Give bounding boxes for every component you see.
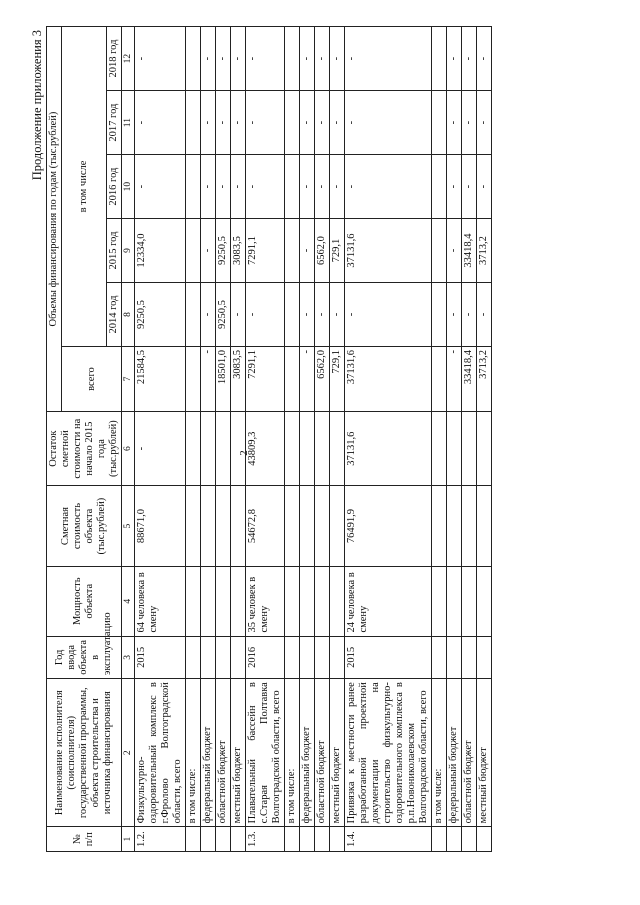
row-2018: -	[462, 27, 477, 91]
row-total: 21584,5	[135, 347, 186, 412]
row-year	[231, 636, 246, 679]
row-number: 1.4.	[345, 827, 432, 852]
row-total	[186, 347, 201, 412]
row-remainder	[186, 412, 201, 486]
table-row	[186, 27, 201, 852]
row-2018: -	[477, 27, 492, 91]
row-2014: -	[201, 283, 216, 347]
row-capacity	[285, 566, 300, 636]
row-number	[216, 827, 231, 852]
row-number	[477, 827, 492, 852]
header-year-2018: 2018 год	[107, 27, 122, 91]
row-remainder	[201, 412, 216, 486]
header-total: всего	[62, 347, 122, 412]
row-remainder	[462, 412, 477, 486]
row-number	[186, 827, 201, 852]
row-name: местный бюджет	[477, 679, 492, 827]
row-capacity	[216, 566, 231, 636]
row-2017: -	[477, 91, 492, 155]
row-2015: 33418,4	[462, 219, 477, 283]
row-2017: -	[246, 91, 285, 155]
row-2016: -	[216, 155, 231, 219]
row-2016: -	[246, 155, 285, 219]
table-row	[201, 27, 216, 852]
row-year	[186, 636, 201, 679]
row-name: федеральный бюджет	[447, 679, 462, 827]
row-2015	[432, 219, 447, 283]
column-index: 10	[122, 155, 135, 219]
row-estimate	[315, 486, 330, 567]
header-year-2014: 2014 год	[107, 283, 122, 347]
row-year: 2016	[246, 636, 285, 679]
row-capacity	[447, 566, 462, 636]
column-index: 9	[122, 219, 135, 283]
row-estimate	[462, 486, 477, 567]
row-2015	[186, 219, 201, 283]
row-2018: -	[315, 27, 330, 91]
row-2014: -	[345, 283, 432, 347]
column-index: 3	[122, 636, 135, 679]
row-2015: -	[447, 219, 462, 283]
header-year-2015: 2015 год	[107, 219, 122, 283]
row-2015: 3083,5	[231, 219, 246, 283]
row-estimate	[447, 486, 462, 567]
row-name: Физкультурно-оздоровительный комплекс в г.Фролово Волгоградской области, всего	[135, 679, 186, 827]
row-total: -	[201, 347, 216, 412]
row-year	[462, 636, 477, 679]
row-total: 3083,5	[231, 347, 246, 412]
row-year	[447, 636, 462, 679]
row-2018	[186, 27, 201, 91]
row-year	[477, 636, 492, 679]
row-total: 33418,4	[462, 347, 477, 412]
row-2018: -	[447, 27, 462, 91]
row-2018: -	[345, 27, 432, 91]
table-row	[447, 27, 462, 852]
row-2016: -	[201, 155, 216, 219]
row-2016: -	[345, 155, 432, 219]
row-number	[462, 827, 477, 852]
row-remainder	[216, 412, 231, 486]
row-name: местный бюджет	[330, 679, 345, 827]
row-2017: -	[345, 91, 432, 155]
row-year	[330, 636, 345, 679]
row-2018: -	[300, 27, 315, 91]
row-name: Привязка к местности ранее разработанной проектной документации на строительство физкультурно-оздоровительного комплекса в р.п.Новониколаевском Волгоградской области, всего	[345, 679, 432, 827]
row-2016: -	[462, 155, 477, 219]
table-row	[330, 27, 345, 852]
column-index: 8	[122, 283, 135, 347]
row-capacity: 64 человека в смену	[135, 566, 186, 636]
row-estimate: 76491,9	[345, 486, 432, 567]
row-remainder	[285, 412, 300, 486]
row-2014: -	[300, 283, 315, 347]
table-row	[216, 27, 231, 852]
row-2016	[432, 155, 447, 219]
header-name: Наименование исполнителя (соисполнителя) государственной программы, объекта строительства и источника финансирования	[47, 679, 122, 827]
row-number	[330, 827, 345, 852]
row-capacity	[462, 566, 477, 636]
row-total: 7291,1	[246, 347, 285, 412]
row-capacity: 35 человек в смену	[246, 566, 285, 636]
row-year	[216, 636, 231, 679]
row-name: областной бюджет	[462, 679, 477, 827]
row-remainder	[447, 412, 462, 486]
header-funding: Объемы финансирования по годам (тыс.рублей)	[47, 27, 62, 412]
row-estimate	[231, 486, 246, 567]
column-index: 1	[122, 827, 135, 852]
row-2015: 7291,1	[246, 219, 285, 283]
row-2014	[432, 283, 447, 347]
funding-table	[46, 26, 492, 852]
row-2018	[285, 27, 300, 91]
row-2018: -	[330, 27, 345, 91]
row-number	[432, 827, 447, 852]
row-total: 37131,6	[345, 347, 432, 412]
table-row	[315, 27, 330, 852]
row-2017: -	[315, 91, 330, 155]
table-row	[345, 27, 432, 852]
column-index: 4	[122, 566, 135, 636]
row-2014: -	[330, 283, 345, 347]
row-year	[315, 636, 330, 679]
header-remainder: Остаток сметной стоимости на начало 2015 года (тыс.рублей)	[47, 412, 122, 486]
row-name: в том числе:	[186, 679, 201, 827]
row-estimate: 88671,0	[135, 486, 186, 567]
row-name: федеральный бюджет	[300, 679, 315, 827]
row-name: областной бюджет	[315, 679, 330, 827]
row-2016: -	[231, 155, 246, 219]
row-2016: -	[300, 155, 315, 219]
row-total: 6562,0	[315, 347, 330, 412]
row-2017: -	[216, 91, 231, 155]
row-2017	[432, 91, 447, 155]
row-2018	[432, 27, 447, 91]
row-estimate	[477, 486, 492, 567]
row-2015: 12334,0	[135, 219, 186, 283]
row-2014	[285, 283, 300, 347]
header-year: Год ввода объекта в эксплуатацию	[47, 636, 122, 679]
header-year-2017: 2017 год	[107, 91, 122, 155]
row-name: местный бюджет	[231, 679, 246, 827]
row-2018: -	[231, 27, 246, 91]
row-remainder	[330, 412, 345, 486]
row-2015: 37131,6	[345, 219, 432, 283]
row-capacity	[231, 566, 246, 636]
row-2017	[186, 91, 201, 155]
continuation-label: Продолжение приложения 3	[30, 30, 44, 181]
row-number	[300, 827, 315, 852]
row-number	[285, 827, 300, 852]
row-name: в том числе:	[285, 679, 300, 827]
column-index: 6	[122, 412, 135, 486]
row-capacity	[186, 566, 201, 636]
row-2014: 9250,5	[135, 283, 186, 347]
row-year: 2015	[345, 636, 432, 679]
row-2017: -	[462, 91, 477, 155]
row-2014: -	[315, 283, 330, 347]
row-capacity	[201, 566, 216, 636]
row-2014: -	[477, 283, 492, 347]
table-row	[285, 27, 300, 852]
row-2018: -	[246, 27, 285, 91]
row-number	[447, 827, 462, 852]
row-total: -	[447, 347, 462, 412]
table-row	[246, 27, 285, 852]
header-incl: в том числе	[62, 27, 107, 347]
row-name: Плавательный бассейн в с.Старая Полтавка Волгоградской области, всего	[246, 679, 285, 827]
row-2016: -	[315, 155, 330, 219]
row-remainder	[300, 412, 315, 486]
row-capacity	[432, 566, 447, 636]
header-no: № п/п	[47, 827, 122, 852]
table-body	[135, 27, 492, 852]
table-row	[231, 27, 246, 852]
row-number: 1.3.	[246, 827, 285, 852]
row-2016: -	[135, 155, 186, 219]
row-remainder	[432, 412, 447, 486]
page-number: 2	[238, 450, 250, 456]
row-remainder	[477, 412, 492, 486]
row-remainder: 43809,3	[246, 412, 285, 486]
row-2016	[285, 155, 300, 219]
row-estimate	[432, 486, 447, 567]
row-total	[285, 347, 300, 412]
row-2014: -	[462, 283, 477, 347]
row-2016	[186, 155, 201, 219]
row-capacity	[300, 566, 315, 636]
row-2015: -	[300, 219, 315, 283]
row-estimate	[186, 486, 201, 567]
column-index: 2	[122, 679, 135, 827]
row-2018: -	[201, 27, 216, 91]
row-year	[300, 636, 315, 679]
row-total: 3713,2	[477, 347, 492, 412]
header-estimate: Сметная стоимость объекта (тыс.рублей)	[47, 486, 122, 567]
row-2017: -	[135, 91, 186, 155]
row-estimate	[216, 486, 231, 567]
table-row	[477, 27, 492, 852]
column-index: 12	[122, 27, 135, 91]
row-2017	[285, 91, 300, 155]
row-total: -	[300, 347, 315, 412]
row-name: федеральный бюджет	[201, 679, 216, 827]
row-2017: -	[201, 91, 216, 155]
row-capacity	[477, 566, 492, 636]
row-estimate	[330, 486, 345, 567]
row-2017: -	[300, 91, 315, 155]
row-total	[432, 347, 447, 412]
row-year	[285, 636, 300, 679]
row-remainder: 37131,6	[345, 412, 432, 486]
row-estimate	[285, 486, 300, 567]
row-name: областной бюджет	[216, 679, 231, 827]
table-row	[462, 27, 477, 852]
header-capacity: Мощность объекта	[47, 566, 122, 636]
row-total: 729,1	[330, 347, 345, 412]
row-number	[201, 827, 216, 852]
rotated-page	[30, 22, 625, 852]
row-year: 2015	[135, 636, 186, 679]
row-capacity: 24 человека в смену	[345, 566, 432, 636]
row-name: в том числе:	[432, 679, 447, 827]
header-year-2016: 2016 год	[107, 155, 122, 219]
row-2016: -	[477, 155, 492, 219]
column-index: 11	[122, 91, 135, 155]
row-2017: -	[231, 91, 246, 155]
row-2017: -	[447, 91, 462, 155]
row-total: 18501,0	[216, 347, 231, 412]
row-2014: -	[231, 283, 246, 347]
row-2015: 9250,5	[216, 219, 231, 283]
table-row	[135, 27, 186, 852]
row-2015: 6562,0	[315, 219, 330, 283]
row-2016: -	[447, 155, 462, 219]
row-2018: -	[135, 27, 186, 91]
row-remainder	[231, 412, 246, 486]
row-number	[231, 827, 246, 852]
row-2015: -	[201, 219, 216, 283]
row-2016: -	[330, 155, 345, 219]
row-estimate	[201, 486, 216, 567]
row-number	[315, 827, 330, 852]
row-2015	[285, 219, 300, 283]
row-2018: -	[216, 27, 231, 91]
column-index: 5	[122, 486, 135, 567]
row-year	[432, 636, 447, 679]
row-2015: 729,1	[330, 219, 345, 283]
row-2014	[186, 283, 201, 347]
column-index-row	[122, 27, 135, 852]
row-estimate	[300, 486, 315, 567]
row-2015: 3713,2	[477, 219, 492, 283]
column-index: 7	[122, 347, 135, 412]
row-estimate: 54672,8	[246, 486, 285, 567]
row-2017: -	[330, 91, 345, 155]
row-year	[201, 636, 216, 679]
row-2014: -	[246, 283, 285, 347]
table-header	[47, 27, 135, 852]
row-capacity	[315, 566, 330, 636]
table-row	[432, 27, 447, 852]
row-2014: -	[447, 283, 462, 347]
row-remainder: -	[135, 412, 186, 486]
row-number: 1.2.	[135, 827, 186, 852]
row-capacity	[330, 566, 345, 636]
table-row	[300, 27, 315, 852]
row-2014: 9250,5	[216, 283, 231, 347]
row-remainder	[315, 412, 330, 486]
